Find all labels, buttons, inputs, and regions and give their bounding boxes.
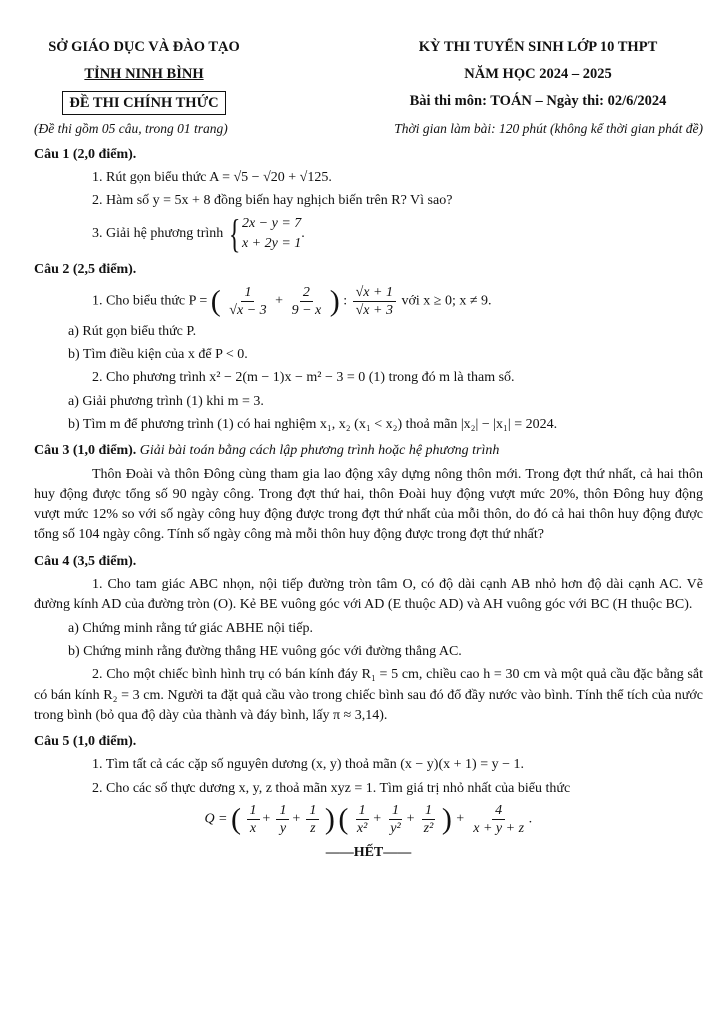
expression-label: 1. Cho biểu thức P = bbox=[92, 293, 208, 309]
brace-icon: { bbox=[228, 211, 241, 257]
question-2-2b: b) Tìm m để phương trình (1) có hai nghiệm x₁, x₂ (x₁ < x₂) thoả mãn |x₂| − |x₁| = 2024. bbox=[68, 416, 558, 432]
question-1 bbox=[34, 145, 703, 255]
question-3 bbox=[34, 441, 703, 545]
page-count-note: (Đề thi gồm 05 câu, trong 01 trang) bbox=[34, 121, 228, 136]
fraction-2: $\frac{2}{9 - x}$ bbox=[291, 284, 322, 318]
question-5-part-1: 1. Tìm tất cả các cặp số nguyên dương (x, y) thoả mãn (x − y)(x + 1) = y − 1. bbox=[92, 757, 524, 773]
exam-notes bbox=[34, 119, 703, 139]
question-1-part-1: 1. Rút gọn biểu thức A = √5 − √20 + √125. bbox=[92, 169, 332, 185]
header-right bbox=[373, 34, 703, 115]
q-expression: Q = ( $\frac{1}{x}$ + $\frac{1}{y}$ + $\frac{1}{z}$ ) ( $\frac{1}{\text{x²}}$ + $\frac{1}{\text{y²}}$ + $\frac{1}{\text{z²}}$ ) + $\frac{4}{x + y + z}$ . bbox=[204, 802, 533, 836]
question-1-part-2: 2. Hàm số y = 5x + 8 đồng biến hay nghịch biến trên R? Vì sao? bbox=[92, 193, 453, 209]
equation-2: x + 2y = 1 bbox=[241, 236, 302, 252]
exam-title: KỲ THI TUYỂN SINH LỚP 10 THPT bbox=[418, 39, 658, 55]
question-2-part-2: 2. Cho phương trình x² − 2(m − 1)x − m² − 3 = 0 (1) trong đó m là tham số. bbox=[92, 370, 515, 386]
fraction-1: $\frac{1}{√x - 3}$ bbox=[229, 284, 267, 318]
question-2 bbox=[34, 260, 703, 435]
question-4-title: Câu 4 (3,5 điểm). bbox=[34, 553, 137, 569]
expression-condition: với x ≥ 0; x ≠ 9. bbox=[401, 293, 492, 309]
question-1-part-3: 3. Giải hệ phương trình { 2x − y = 7 x + 2y = 1 . bbox=[92, 211, 305, 257]
question-2-2a: a) Giải phương trình (1) khi m = 3. bbox=[68, 393, 264, 409]
question-3-text: Thôn Đoài và thôn Đông cùng tham gia lao động xây dựng nông thôn mới. Trong đợt thứ nhất, cả hai thôn huy động được tổng số 90 ngày công. Trong đợt thứ hai, thôn Đoài huy động vượt mức 20%, thôn Đông huy động vượt mức 12% so với số ngày công huy động được trong đợt thứ nhất của mỗi thôn, do đó cả hai thôn huy động được tổng số 104 ngày công. Tính số ngày công mà mỗi thôn huy động được trong đợt thứ nhất? bbox=[34, 466, 703, 543]
question-4-part-1: 1. Cho tam giác ABC nhọn, nội tiếp đường tròn tâm O, có độ dài cạnh AB nhỏ hơn độ dài cạnh AC. Vẽ đường kính AD của đường tròn (O). Kẻ BE vuông góc với AD (E thuộc AD) và AH vuông góc với BC (H thuộc BC). bbox=[34, 577, 703, 613]
question-3-subtitle: Giải bài toán bằng cách lập phương trình hoặc hệ phương trình bbox=[139, 443, 500, 459]
question-4-1a: a) Chứng minh rằng tứ giác ABHE nội tiếp. bbox=[68, 620, 313, 636]
school-year: NĂM HỌC 2024 – 2025 bbox=[464, 66, 612, 82]
fraction-3: $\frac{√x + 1}{√x + 3}$ bbox=[353, 284, 396, 319]
question-2-part-1: 1. Cho biểu thức P = ( $\frac{1}{√x - 3}$ + $\frac{2}{9 - x}$ ) : $\frac{√x + 1}{√x + 3}$ với x ≥ 0; x ≠ 9. bbox=[92, 284, 492, 318]
department-name: SỞ GIÁO DỤC VÀ ĐÀO TẠO bbox=[48, 39, 240, 55]
question-4 bbox=[34, 552, 703, 726]
question-5-title: Câu 5 (1,0 điểm). bbox=[34, 734, 137, 750]
question-2-title: Câu 2 (2,5 điểm). bbox=[34, 262, 137, 278]
equation-1: 2x − y = 7 bbox=[241, 216, 302, 232]
province-name: TỈNH NINH BÌNH bbox=[84, 66, 204, 82]
question-2-1b: b) Tìm điều kiện của x để P < 0. bbox=[68, 347, 248, 363]
question-4-1b: b) Chứng minh rằng đường thẳng HE vuông góc với đường thẳng AC. bbox=[68, 643, 462, 659]
end-marker: ——HẾT—— bbox=[325, 844, 412, 860]
question-2-1a: a) Rút gọn biểu thức P. bbox=[68, 323, 197, 339]
question-3-title: Câu 3 (1,0 điểm). bbox=[34, 443, 137, 459]
system-label: 3. Giải hệ phương trình bbox=[92, 226, 224, 242]
equation-system bbox=[227, 211, 302, 257]
exam-header bbox=[34, 34, 703, 115]
time-note: Thời gian làm bài: 120 phút (không kể thời gian phát đề) bbox=[394, 121, 703, 136]
question-5-part-2: 2. Cho các số thực dương x, y, z thoả mãn xyz = 1. Tìm giá trị nhỏ nhất của biểu thức bbox=[92, 780, 571, 796]
question-5 bbox=[34, 732, 703, 837]
header-left bbox=[34, 34, 254, 115]
subject-date: Bài thi môn: TOÁN – Ngày thi: 02/6/2024 bbox=[409, 93, 667, 109]
question-4-part-2: 2. Cho một chiếc bình hình trụ có bán kính đáy R₁ = 5 cm, chiều cao h = 30 cm và một quả cầu đặc bằng sắt có bán kính R₂ = 3 cm. Người ta đặt quả cầu vào trong chiếc bình sau đó đổ đầy nước vào bình. Tính thể tích của nước trong bình (bỏ qua độ dày của thành và đáy bình, lấy π ≈ 3,14). bbox=[34, 667, 703, 723]
official-exam-label: ĐỀ THI CHÍNH THỨC bbox=[62, 91, 225, 115]
question-1-title: Câu 1 (2,0 điểm). bbox=[34, 146, 137, 162]
